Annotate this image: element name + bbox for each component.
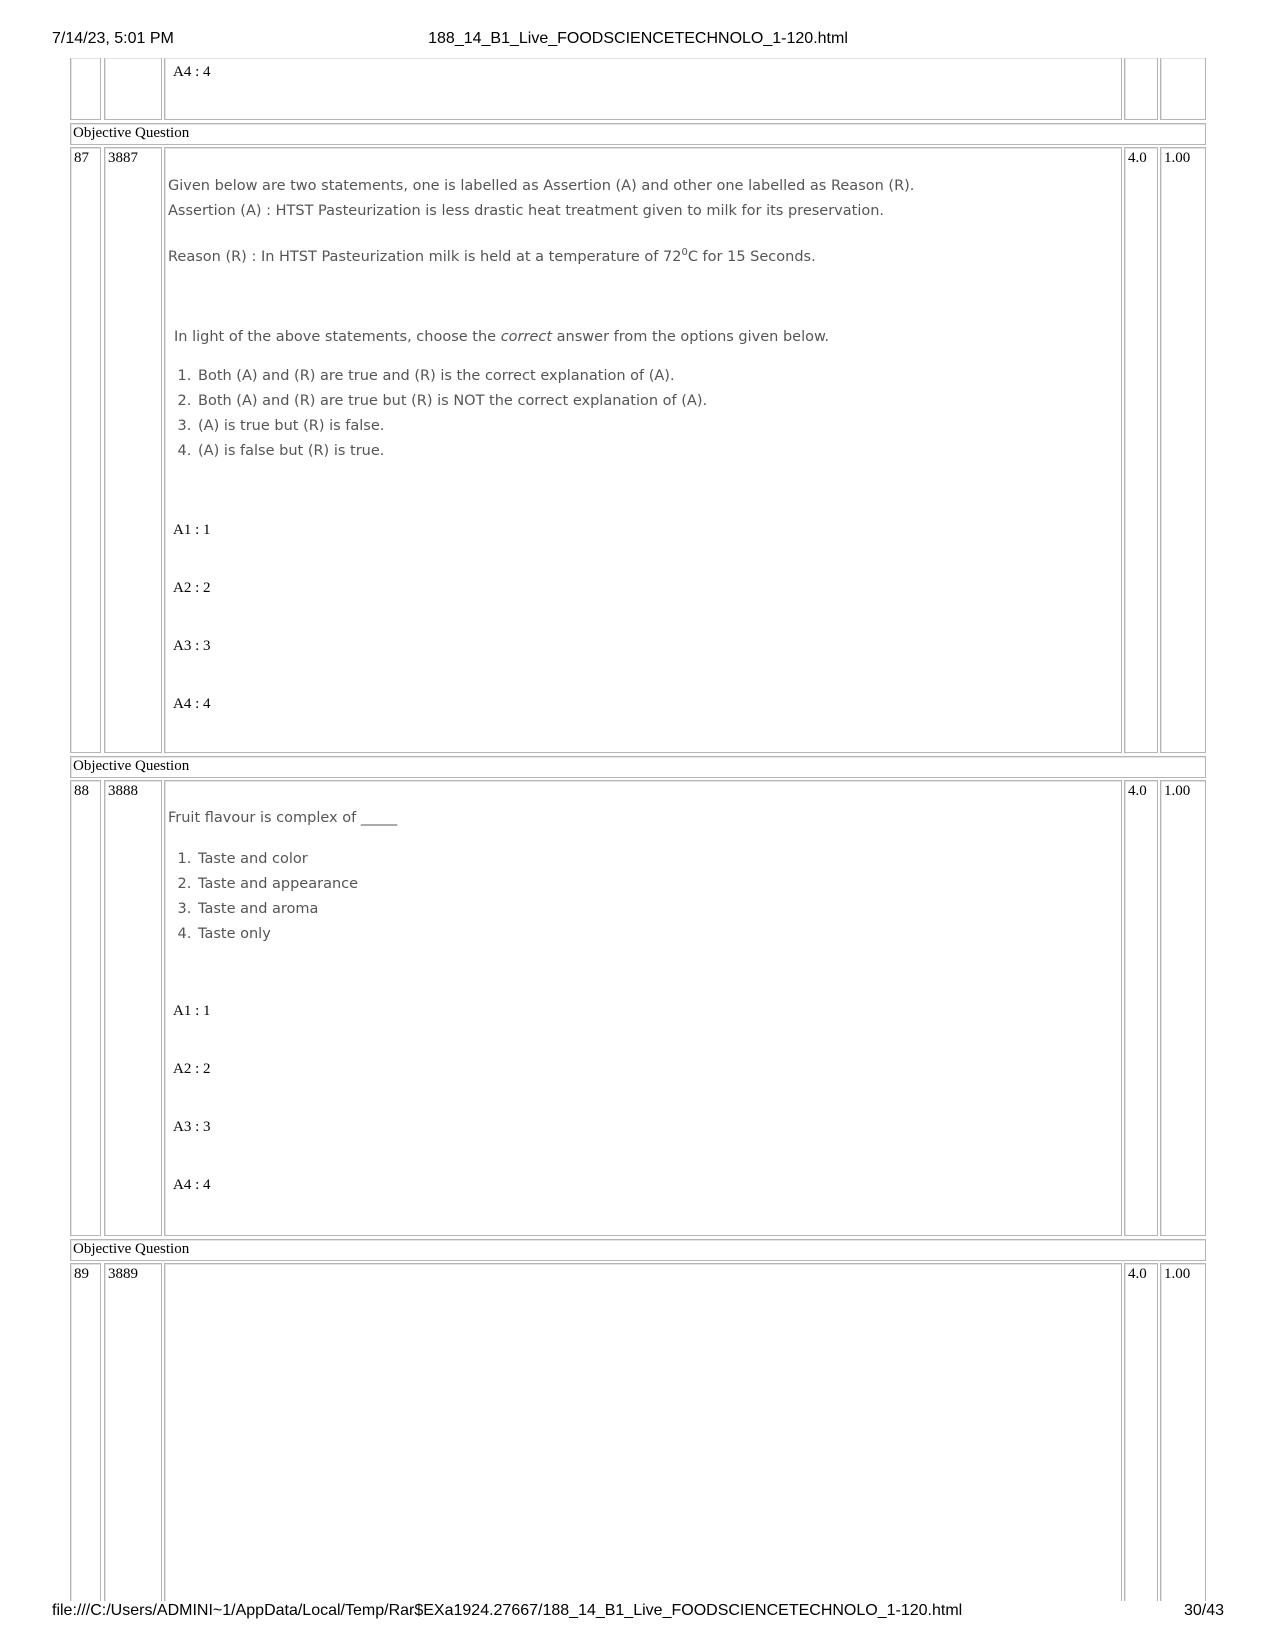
question-id: 3887 <box>104 147 162 753</box>
option-list <box>168 364 1048 464</box>
question-id: 3888 <box>104 780 162 1236</box>
print-footer <box>52 1602 1224 1624</box>
marks: 4.0 <box>1124 780 1158 1236</box>
answer-option-3: A3 : 3 <box>173 1119 211 1135</box>
option-item: 3. (A) is true but (R) is false. <box>196 414 1048 439</box>
option-list <box>168 847 1048 947</box>
prev-marks-cell <box>1124 58 1158 120</box>
section-label: Objective Question <box>70 756 1206 778</box>
section-label: Objective Question <box>70 1239 1206 1261</box>
page-number: 30/43 <box>1183 1602 1224 1619</box>
section-label: Objective Question <box>70 123 1206 145</box>
negative-marks: 1.00 <box>1160 1263 1206 1601</box>
reason-statement: Reason (R) : In HTST Pasteurization milk is held at a temperature of $72^0C$ for 15 Seconds. <box>168 247 816 265</box>
answer-option-1: A1 : 1 <box>173 522 211 538</box>
prev-question-cell <box>164 58 1122 120</box>
print-date: 7/14/23, 5:01 PM <box>52 30 174 47</box>
prev-sno-cell <box>70 58 101 120</box>
question-stem: Fruit flavour is complex of _____ <box>168 810 398 826</box>
answer-option-3: A3 : 3 <box>173 638 211 654</box>
answer-option-1: A1 : 1 <box>173 1003 211 1019</box>
prev-qid-cell <box>104 58 162 120</box>
negative-marks: 1.00 <box>1160 780 1206 1236</box>
marks: 4.0 <box>1124 1263 1158 1601</box>
answer-option-2: A2 : 2 <box>173 1061 211 1077</box>
assertion-statement: Assertion (A) : HTST Pasteurization is less drastic heat treatment given to milk for its preservation. <box>168 203 885 219</box>
instruction-text: In light of the above statements, choose the correct answer from the options given below. <box>174 328 830 345</box>
prev-answer-4: A4 : 4 <box>173 64 211 80</box>
marks: 4.0 <box>1124 147 1158 753</box>
option-item: 2. Both (A) and (R) are true but (R) is NOT the correct explanation of (A). <box>196 389 1048 414</box>
answer-option-4: A4 : 4 <box>173 1177 211 1193</box>
serial-number: 88 <box>70 780 101 1236</box>
question-text <box>168 174 1048 464</box>
prev-neg-cell <box>1160 58 1206 120</box>
option-item: 1. Both (A) and (R) are true and (R) is the correct explanation of (A). <box>196 364 1048 389</box>
option-item: 2. Taste and appearance <box>196 872 1048 897</box>
serial-number: 87 <box>70 147 101 753</box>
serial-number: 89 <box>70 1263 101 1601</box>
print-title: 188_14_B1_Live_FOODSCIENCETECHNOLO_1-120.html <box>428 30 848 47</box>
option-item: 4. (A) is false but (R) is true. <box>196 439 1048 464</box>
negative-marks: 1.00 <box>1160 147 1206 753</box>
question-intro: Given below are two statements, one is labelled as Assertion (A) and other one labelled as Reason (R). <box>168 178 915 194</box>
answer-option-2: A2 : 2 <box>173 580 211 596</box>
print-header <box>52 30 1224 52</box>
question-id: 3889 <box>104 1263 162 1601</box>
file-path: file:///C:/Users/ADMINI~1/AppData/Local/Temp/Rar$EXa1924.27667/188_14_B1_Live_FOODSCIENCETECHNOLO_1-120.html <box>52 1602 963 1619</box>
option-item: 1. Taste and color <box>196 847 1048 872</box>
question-cell <box>164 1263 1122 1601</box>
question-text <box>168 806 1048 947</box>
option-item: 4. Taste only <box>196 922 1048 947</box>
answer-option-4: A4 : 4 <box>173 696 211 712</box>
option-item: 3. Taste and aroma <box>196 897 1048 922</box>
